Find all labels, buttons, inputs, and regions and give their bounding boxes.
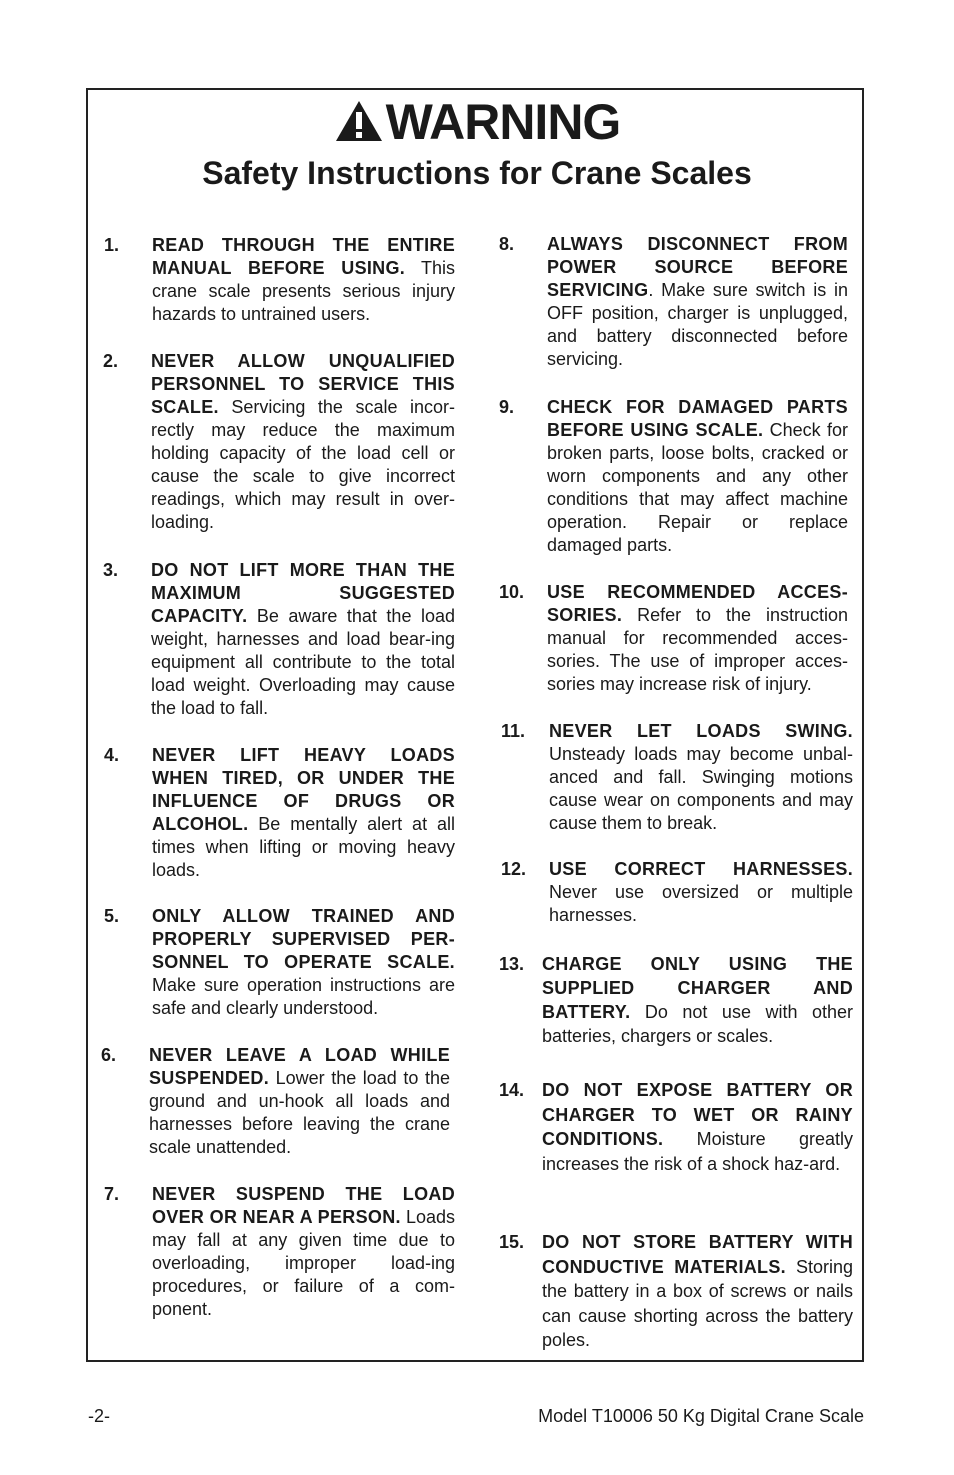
item-text: Check for broken parts, loose bolts, cracked or worn components and any other conditions that may affect machine operation. Repair or replace damaged parts. [547, 420, 848, 555]
item-text: Unsteady loads may become unbal-anced and fall. Swinging motions cause wear on components and may cause them to break. [549, 744, 853, 833]
item-text: This crane scale presents serious injury hazards to untrained users. [152, 258, 455, 324]
item-number: 13. [499, 954, 525, 974]
item-number: 14. [499, 1080, 525, 1100]
item-text: Moisture greatly increases the risk of a shock haz-ard. [542, 1129, 853, 1174]
item-text: Be mentally alert at all times when lifting or moving heavy loads. [152, 814, 455, 880]
warning-title: WARNING [385, 94, 621, 150]
page-subtitle: Safety Instructions for Crane Scales [202, 155, 752, 191]
item-text: Servicing the scale incor-rectly may reduce the maximum holding capacity of the load cell or cause the scale to give incorrect readings, which may result in over-loading. [151, 397, 455, 532]
item-number: 12. [501, 859, 527, 879]
instruction-item [499, 581, 848, 696]
item-lead: NEVER LEAVE A LOAD WHILE SUSPENDED. [149, 1045, 450, 1088]
item-lead: NEVER LIFT HEAVY LOADS WHEN TIRED, OR UNDER THE INFLUENCE OF DRUGS OR ALCOHOL. [152, 745, 455, 834]
item-number: 3. [103, 560, 119, 580]
instruction-item [104, 234, 455, 326]
item-text: Do not use with other batteries, chargers or scales. [542, 1002, 853, 1046]
item-lead: ONLY ALLOW TRAINED AND PROPERLY SUPERVISED PER-SONNEL TO OPERATE SCALE. [152, 906, 455, 972]
page-number: -2- [88, 1406, 110, 1426]
instruction-item [103, 350, 455, 534]
item-number: 8. [499, 234, 515, 254]
item-text: Be aware that the load weight, harnesses and load bear-ing equipment all contribute to the total load weight. Overloading may cause the load to fall. [151, 606, 455, 718]
instruction-item [101, 1044, 450, 1159]
item-text: . Make sure switch is in OFF position, charger is unplugged, and battery disconnected before servicing. [547, 280, 848, 369]
item-lead: CHARGE ONLY USING THE SUPPLIED CHARGER AND BATTERY. [542, 954, 853, 1022]
item-lead: USE CORRECT HARNESSES. [549, 859, 853, 879]
instruction-item [499, 952, 853, 1048]
item-lead: NEVER ALLOW UNQUALIFIED PERSONNEL TO SERVICE THIS SCALE. [151, 351, 455, 417]
item-number: 7. [104, 1184, 120, 1204]
item-text: Make sure operation instructions are safe and clearly understood. [152, 975, 455, 1018]
item-lead: READ THROUGH THE ENTIRE MANUAL BEFORE USING. [152, 235, 455, 278]
item-lead: NEVER LET LOADS SWING. [549, 721, 853, 741]
item-text: Refer to the instruction manual for recommended acces-sories. The use of improper acces-sories may increase risk of injury. [547, 605, 848, 694]
instruction-item [499, 396, 848, 557]
item-lead: DO NOT LIFT MORE THAN THE MAXIMUM SUGGESTED CAPACITY. [151, 560, 455, 626]
item-lead: CHECK FOR DAMAGED PARTS BEFORE USING SCALE. [547, 397, 848, 440]
instruction-item [103, 559, 455, 720]
item-lead: DO NOT EXPOSE BATTERY OR CHARGER TO WET OR RAINY CONDITIONS. [542, 1080, 853, 1149]
item-number: 15. [499, 1232, 525, 1252]
instruction-item [499, 233, 848, 371]
item-text: Lower the load to the ground and un-hook all loads and harnesses before leaving the crane scale unattended. [149, 1068, 450, 1157]
instruction-item [499, 1230, 853, 1353]
warning-triangle-icon [334, 99, 384, 143]
item-lead: DO NOT STORE BATTERY WITH CONDUCTIVE MATERIALS. [542, 1232, 853, 1277]
item-number: 10. [499, 582, 525, 602]
item-number: 11. [501, 721, 526, 741]
item-lead: ALWAYS DISCONNECT FROM POWER SOURCE BEFORE SERVICING [547, 234, 848, 300]
instruction-item [104, 744, 455, 882]
instruction-item [499, 1078, 853, 1176]
item-text: Loads may fall at any given time due to overloading, improper load-ing procedures, or failure of a com-ponent. [152, 1207, 455, 1319]
item-number: 6. [101, 1045, 117, 1065]
item-number: 5. [104, 906, 120, 926]
item-number: 2. [103, 351, 119, 371]
instruction-item [104, 1183, 455, 1321]
item-text: Never use oversized or multiple harnesses. [549, 882, 853, 925]
model-name: Model T10006 50 Kg Digital Crane Scale [538, 1406, 864, 1426]
item-number: 4. [104, 745, 120, 765]
instruction-item [104, 905, 455, 1020]
instruction-item [501, 720, 853, 835]
instruction-item [501, 858, 853, 927]
item-number: 1. [104, 235, 120, 255]
item-lead: USE RECOMMENDED ACCES-SORIES. [547, 582, 848, 625]
item-number: 9. [499, 397, 515, 417]
item-lead: NEVER SUSPEND THE LOAD OVER OR NEAR A PERSON. [152, 1184, 455, 1227]
item-text: Storing the battery in a box of screws or nails can cause shorting across the battery poles. [542, 1256, 853, 1350]
warning-heading [0, 92, 954, 152]
